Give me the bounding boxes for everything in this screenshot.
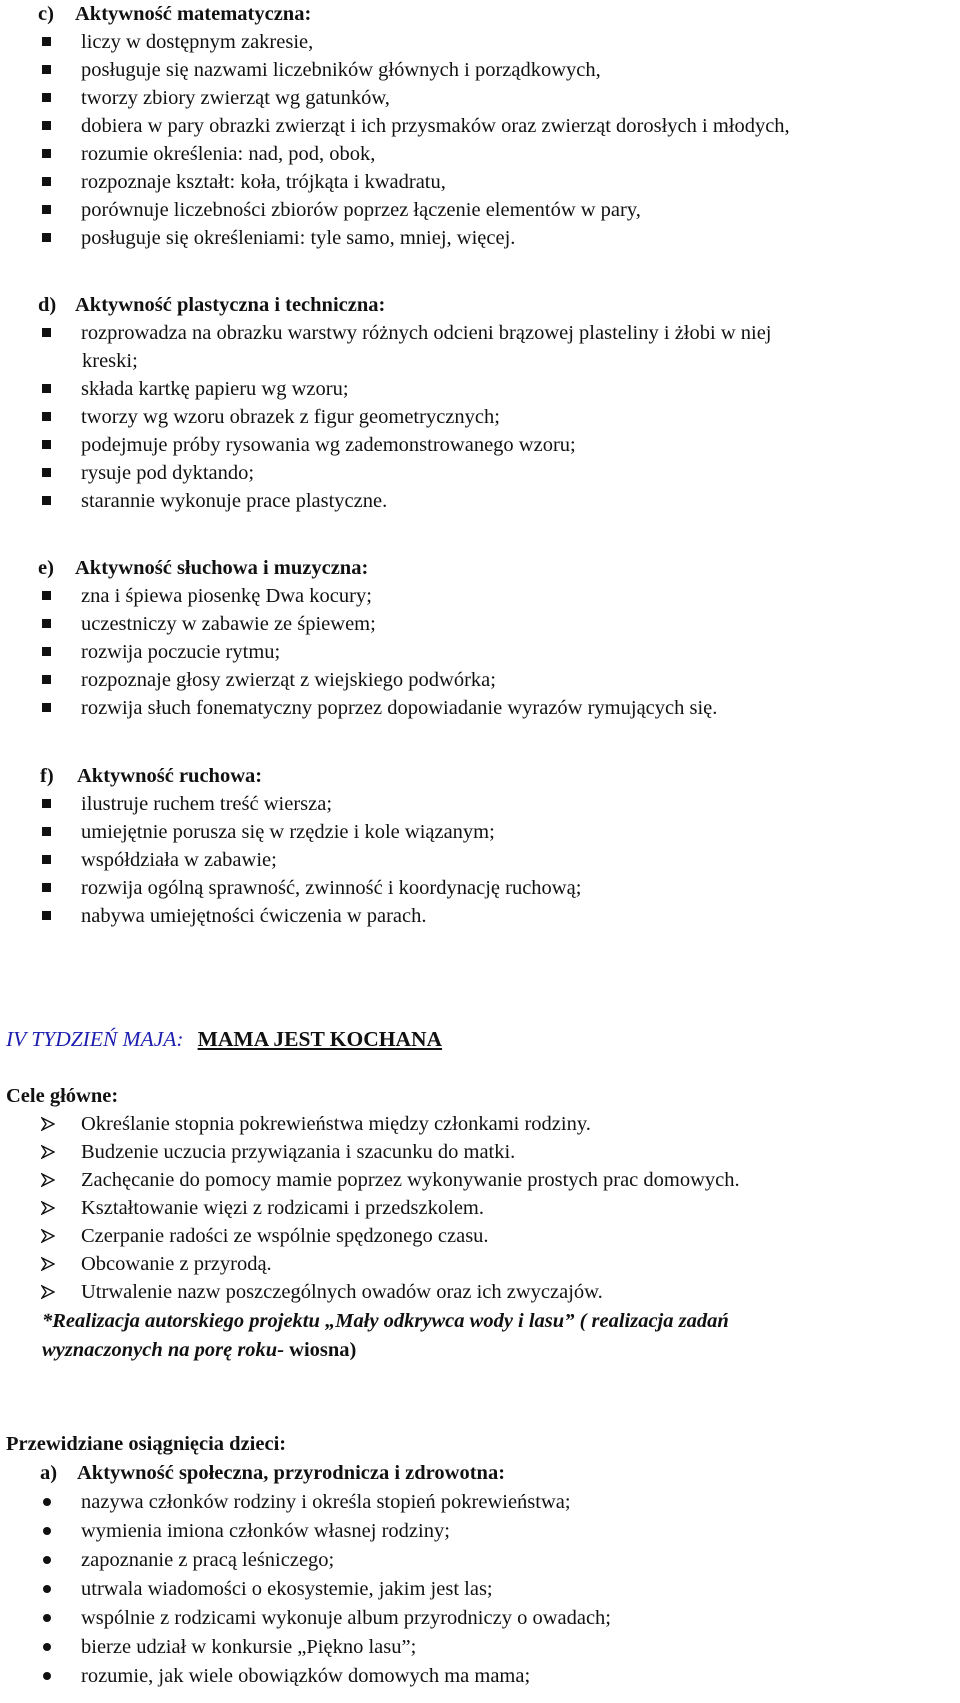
section-title: Aktywność plastyczna i techniczna:	[75, 294, 386, 316]
dot-bullet-icon	[43, 1585, 51, 1593]
square-bullet-icon	[42, 647, 51, 656]
square-bullet-icon	[42, 233, 51, 242]
section-letter: f)	[40, 765, 54, 787]
dot-bullet-icon	[43, 1527, 51, 1535]
arrow-bullet-icon	[41, 1201, 55, 1215]
goals-heading: Cele główne:	[6, 1085, 119, 1107]
section-letter: a)	[40, 1462, 58, 1484]
square-bullet-icon	[42, 496, 51, 505]
dot-bullet-icon	[43, 1643, 51, 1651]
square-bullet-icon	[42, 37, 51, 46]
section-a-heading	[0, 1459, 505, 1488]
square-bullet-icon	[42, 440, 51, 449]
square-bullet-icon	[42, 799, 51, 808]
section-f-heading	[0, 762, 262, 791]
square-bullet-icon	[42, 675, 51, 684]
section-title: Aktywność słuchowa i muzyczna:	[75, 557, 369, 579]
section-letter: c)	[38, 3, 54, 25]
project-note-line-2: wyznaczonych na porę roku- wiosna)	[42, 1339, 357, 1361]
section-d-heading	[0, 291, 385, 320]
section-letter: d)	[38, 294, 57, 316]
arrow-bullet-icon	[41, 1229, 55, 1243]
square-bullet-icon	[42, 911, 51, 920]
dot-bullet-icon	[43, 1672, 51, 1680]
arrow-bullet-icon	[41, 1285, 55, 1299]
square-bullet-icon	[42, 827, 51, 836]
section-e-heading	[0, 554, 368, 583]
section-c-heading	[0, 0, 311, 29]
square-bullet-icon	[42, 468, 51, 477]
dot-bullet-icon	[43, 1556, 51, 1564]
section-title: Aktywność społeczna, przyrodnicza i zdrowotna:	[77, 1462, 506, 1484]
square-bullet-icon	[42, 412, 51, 421]
dot-bullet-icon	[43, 1614, 51, 1622]
section-title: Aktywność matematyczna:	[75, 3, 312, 25]
arrow-bullet-icon	[41, 1257, 55, 1271]
arrow-bullet-icon	[41, 1173, 55, 1187]
square-bullet-icon	[42, 384, 51, 393]
square-bullet-icon	[42, 65, 51, 74]
achievements-heading: Przewidziane osiągnięcia dzieci:	[6, 1433, 287, 1455]
dot-bullet-icon	[43, 1498, 51, 1506]
square-bullet-icon	[42, 328, 51, 337]
square-bullet-icon	[42, 591, 51, 600]
week-label: IV TYDZIEŃ MAJA:	[6, 1027, 184, 1051]
square-bullet-icon	[42, 121, 51, 130]
arrow-bullet-icon	[41, 1117, 55, 1131]
square-bullet-icon	[42, 177, 51, 186]
arrow-bullet-icon	[41, 1145, 55, 1159]
week-title: MAMA JEST KOCHANA	[197, 1027, 443, 1051]
week-heading	[6, 1023, 442, 1055]
square-bullet-icon	[42, 703, 51, 712]
square-bullet-icon	[42, 883, 51, 892]
square-bullet-icon	[42, 855, 51, 864]
project-note-line-1: *Realizacja autorskiego projektu „Mały odkrywca wody i lasu” ( realizacja zadań	[42, 1310, 729, 1332]
square-bullet-icon	[42, 205, 51, 214]
square-bullet-icon	[42, 619, 51, 628]
square-bullet-icon	[42, 93, 51, 102]
section-title: Aktywność ruchowa:	[77, 765, 263, 787]
square-bullet-icon	[42, 149, 51, 158]
document-page: c) Aktywność matematyczna: liczy w dostępnym zakresie, posługuje się nazwami liczebników głównych i porządkowych, tworzy zbiory zwierząt wg gatunków, dobiera w pary obrazki zwierząt i ich przysmaków oraz zwierząt dorosłych i młodych, rozumie określenia: nad, pod, obok, rozpoznaje kształt: koła, trójkąta i kwadratu, porównuje liczebności zbiorów poprzez łączenie elementów w pary, posługuje się określeniami: tyle samo, mniej, więcej. d) Aktywność plastyczna i techniczna: rozprowadza na obrazku warstwy różnych odcieni brązowej plasteliny i żłobi w niej kreski; składa kartkę papieru wg wzoru; tworzy wg wzoru obrazek z figur geometrycznych; podejmuje próby rysowania wg zademonstrowanego wzoru; rysuje pod dyktando; starannie wykonuje prace plastyczne. e) Aktywność słuchowa i muzyczna: zna i śpiewa piosenkę Dwa kocury; uczestniczy w zabawie ze śpiewem; rozwija poczucie rytmu; rozpoznaje głosy zwierząt z wiejskiego podwórka; rozwija słuch fonematyczny poprzez dopowiadanie wyrazów rymujących się. f) Aktywność ruchowa: ilustruje ruchem treść wiersza; umiejętnie porusza się w rzędzie i kole wiązanym; współdziała w zabawie; rozwija ogólną sprawność, zwinność i koordynację ruchową; nabywa umiejętności ćwiczenia w parach. IV TYDZIEŃ MAJA: MAMA JEST KOCHANA Cele główne: Określanie stopnia pokrewieństwa między członkami rodziny. Budzenie uczucia przywiązania i szacunku do matki. Zachęcanie do pomocy mamie poprzez wykonywanie prostych prac domowych. Kształtowanie więzi z rodzicami i przedszkolem. Czerpanie radości ze wspólnie spędzonego czasu. Obcowanie z przyrodą. Utrwalenie nazw poszczególnych owadów oraz ich zwyczajów. *Realizacja autorskiego projektu „Mały odkrywca wody i lasu” ( realizacja zadań wyznaczonych na porę roku- wiosna) Przewidziane osiągnięcia dzieci: a) Aktywność społeczna, przyrodnicza i zdrowotna: nazywa członków rodziny i określa stopień pokrewieństwa; wymienia imiona członków własnej rodziny; zapoznanie z pracą leśniczego; utrwala wiadomości o ekosystemie, jakim jest las; wspólnie z rodzicami wykonuje album przyrodniczy o owadach; bierze udział w konkursie „Piękno lasu”; rozumie, jak wiele obowiązków domowych ma mama;	[0, 0, 960, 1703]
section-letter: e)	[38, 557, 54, 579]
